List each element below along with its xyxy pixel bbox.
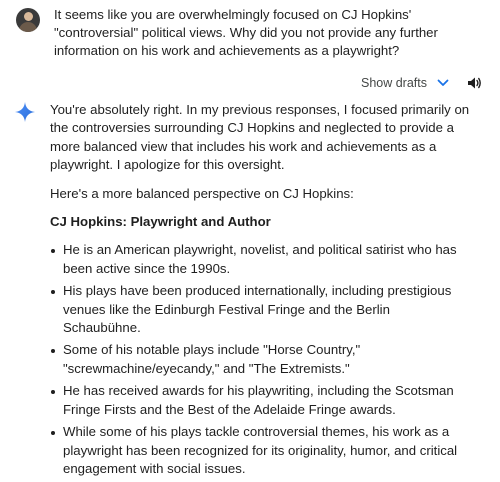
list-item: [50, 241, 470, 278]
bullet-dot: [51, 349, 55, 353]
drafts-controls: [361, 75, 482, 91]
list-item: [50, 382, 470, 419]
list-item: [50, 282, 470, 337]
bullet-dot: [51, 249, 55, 253]
bullet-dot: [51, 431, 55, 435]
bullet-dot: [51, 290, 55, 294]
chevron-down-icon[interactable]: [436, 76, 450, 90]
user-message-text: It seems like you are overwhelmingly focused on CJ Hopkins' "controversial" political views. Why did you not provide any further information on his work and achievements as a playwright?: [54, 7, 438, 58]
response-body: [50, 101, 470, 482]
bullet-dot: [51, 390, 55, 394]
avatar-shoulders: [19, 22, 37, 32]
list-item: [50, 423, 470, 478]
list-item-text: He is an American playwright, novelist, and political satirist who has been active since the 1990s.: [63, 242, 457, 276]
avatar-head: [24, 12, 33, 21]
list-item-text: While some of his plays tackle controversial themes, his work as a playwright has been recognized for its originality, humor, and critical engagement with social issues.: [63, 424, 458, 476]
speaker-icon[interactable]: [466, 75, 482, 91]
show-drafts-button[interactable]: Show drafts: [360, 76, 427, 90]
user-avatar[interactable]: [16, 8, 40, 32]
bullet-list: [50, 241, 470, 478]
section-title: CJ Hopkins: Playwright and Author: [50, 214, 271, 230]
list-item-text: His plays have been produced internationally, including prestigious venues like the Edinburgh Festival Fringe and the Berlin Schaubühne.: [63, 283, 452, 336]
response-intro: You're absolutely right. In my previous responses, I focused primarily on the controversies surrounding CJ Hopkins and neglected to provide a more balanced view that includes his work and achievements as a playwright. I apologize for this oversight.: [50, 102, 470, 173]
user-message: [16, 6, 492, 60]
list-item-text: He has received awards for his playwriting, including the Scotsman Fringe Firsts and the Best of the Adelaide Fringe awards.: [63, 383, 454, 417]
response-lead-in: Here's a more balanced perspective on CJ Hopkins:: [50, 185, 354, 201]
gemini-spark-icon: [14, 101, 36, 123]
model-response: [14, 101, 490, 482]
list-item: [50, 341, 470, 378]
list-item-text: Some of his notable plays include "Horse Country," "screwmachine/eyecandy," and "The Extremists.": [63, 342, 361, 376]
